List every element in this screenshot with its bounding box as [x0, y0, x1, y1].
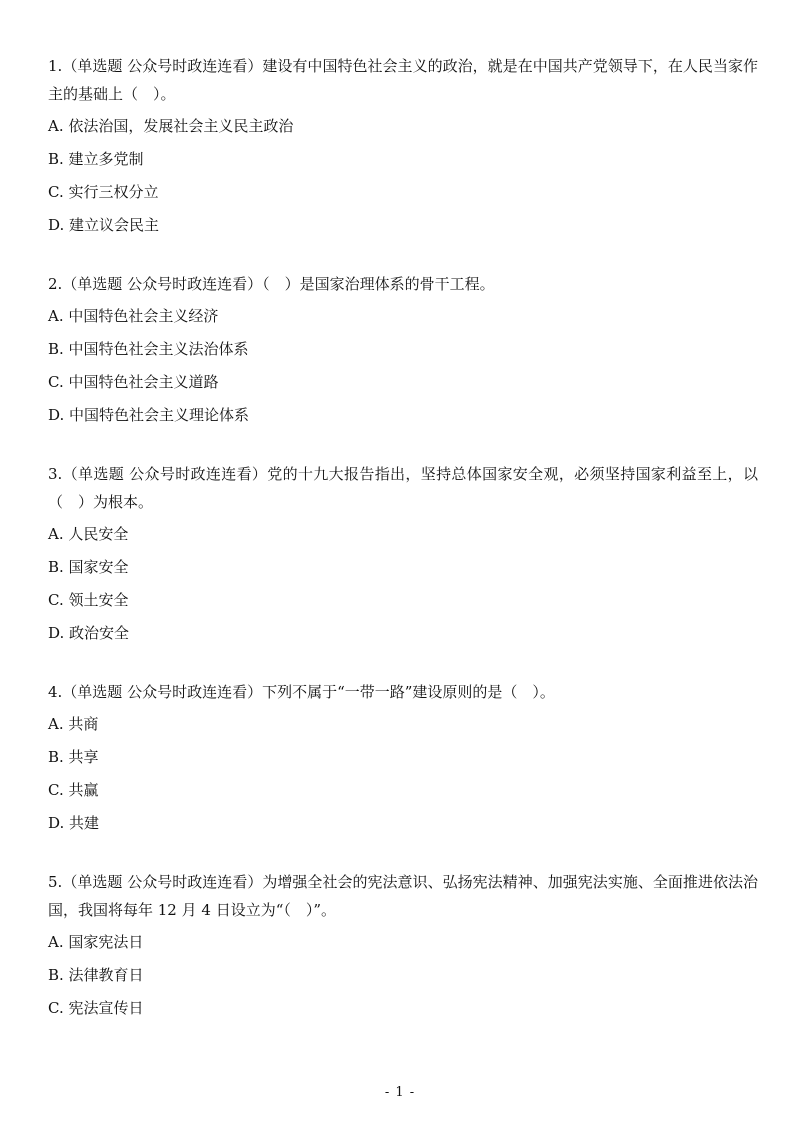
option-d: D. 中国特色社会主义理论体系	[48, 406, 250, 424]
option-a: A. 人民安全	[48, 525, 129, 543]
option-b: B. 法律教育日	[48, 966, 144, 984]
option-a: A. 依法治国，发展社会主义民主政治	[48, 117, 294, 135]
question-stem: 3.（单选题 公众号时政连连看）党的十九大报告指出，坚持总体国家安全观，必须坚持国家利益至上，以（ ）为根本。	[48, 465, 758, 511]
option-d: D. 建立议会民主	[48, 216, 160, 234]
document-page	[48, 52, 758, 1053]
option-b: B. 中国特色社会主义法治体系	[48, 340, 249, 358]
option-b: B. 国家安全	[48, 558, 129, 576]
question-3	[48, 460, 758, 648]
question-stem: 5.（单选题 公众号时政连连看）为增强全社会的宪法意识、弘扬宪法精神、加强宪法实施、全面推进依法治国，我国将每年 12 月 4 日设立为“（ ）”。	[48, 873, 758, 919]
option-c: C. 宪法宣传日	[48, 999, 144, 1017]
option-a: A. 共商	[48, 715, 99, 733]
question-1	[48, 52, 758, 240]
option-b: B. 建立多党制	[48, 150, 144, 168]
option-a: A. 国家宪法日	[48, 933, 144, 951]
question-4	[48, 678, 758, 838]
option-a: A. 中国特色社会主义经济	[48, 307, 219, 325]
option-c: C. 中国特色社会主义道路	[48, 373, 219, 391]
option-c: C. 实行三权分立	[48, 183, 159, 201]
option-d: D. 政治安全	[48, 624, 130, 642]
question-stem: 2.（单选题 公众号时政连连看）（ ）是国家治理体系的骨干工程。	[48, 275, 495, 293]
page-number: - 1 -	[384, 1085, 416, 1100]
option-d: D. 共建	[48, 814, 100, 832]
question-5	[48, 868, 758, 1023]
option-c: C. 领土安全	[48, 591, 129, 609]
question-2	[48, 270, 758, 430]
option-b: B. 共享	[48, 748, 99, 766]
question-stem: 1.（单选题 公众号时政连连看）建设有中国特色社会主义的政治，就是在中国共产党领导下，在人民当家作主的基础上（ ）。	[48, 57, 758, 103]
question-stem: 4.（单选题 公众号时政连连看）下列不属于“一带一路”建设原则的是（ ）。	[48, 683, 555, 701]
option-c: C. 共赢	[48, 781, 99, 799]
